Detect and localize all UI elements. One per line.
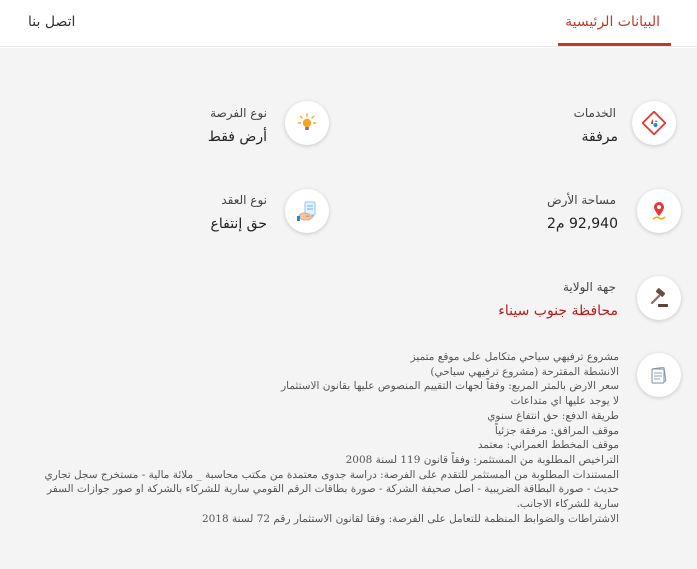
- description-line: الانشطة المقترحة (مشروع ترفيهي سياحي): [430, 365, 619, 378]
- contract-type-label: نوع العقد: [221, 193, 267, 207]
- description-line: طريقة الدفع: حق انتفاع سنوي: [487, 409, 619, 422]
- jurisdiction-label: جهة الولاية: [562, 280, 616, 294]
- active-tab-indicator: [558, 43, 671, 46]
- map-pin-icon: [637, 189, 681, 233]
- services-value: مرفقة: [581, 129, 618, 145]
- opportunity-description: [39, 350, 619, 526]
- opportunity-type-value: أرض فقط: [207, 129, 267, 145]
- description-line: لا يوجد عليها اي متداعات: [510, 395, 619, 408]
- land-area-value: 92,940 م2: [546, 216, 618, 232]
- document-icon: [637, 353, 681, 397]
- description-line: مشروع ترفيهي سياحي متكامل على موقع متميز: [410, 351, 619, 363]
- tab-bar: [0, 0, 697, 47]
- lightbulb-icon: [285, 101, 329, 145]
- opportunity-type-label: نوع الفرصة: [210, 106, 267, 120]
- utilities-icon: [632, 101, 676, 145]
- description-line: التراخيص المطلوبة من المستثمر: وفقاً قانون 119 لسنة 2008: [345, 453, 619, 466]
- jurisdiction-value: محافظة جنوب سيناء: [498, 303, 618, 319]
- contract-type-value: حق إنتفاع: [210, 216, 267, 232]
- contract-hand-icon: [285, 189, 329, 233]
- description-line: موقف المرافق: مرفقة جزئياً: [494, 424, 619, 437]
- tab-contact-us[interactable]: اتصل بنا: [28, 14, 76, 30]
- services-label: الخدمات: [573, 106, 616, 120]
- description-line: سعر الارض بالمتر المربع: وفقاً لجهات التقييم المنصوص عليها بقانون الاستثمار: [281, 380, 619, 393]
- description-line: المستندات المطلوبة من المستثمر للتقدم على الفرصة: دراسة جدوى معتمدة من مكتب محاسبة _ ملائة مالية - مستخرج سجل تجاري حديث - صورة البطاقة الضريبية - اصل صحيفة الشركة - صورة بطاقات الرقم القومي سارية للشركاء بالشركة او صور جوازات السفر سارية للشركاء الاجانب.: [44, 468, 619, 511]
- land-area-label: مساحة الأرض: [547, 193, 616, 207]
- gavel-icon: [637, 276, 681, 320]
- description-line: موقف المخطط العمراني: معتمد: [477, 439, 619, 452]
- tab-main-data[interactable]: البيانات الرئيسية: [565, 14, 660, 30]
- description-line: الاشتراطات والضوابط المنظمة للتعامل على الفرصة: وفقا لقانون الاستثمار رقم 72 لسنة 2018: [201, 512, 619, 525]
